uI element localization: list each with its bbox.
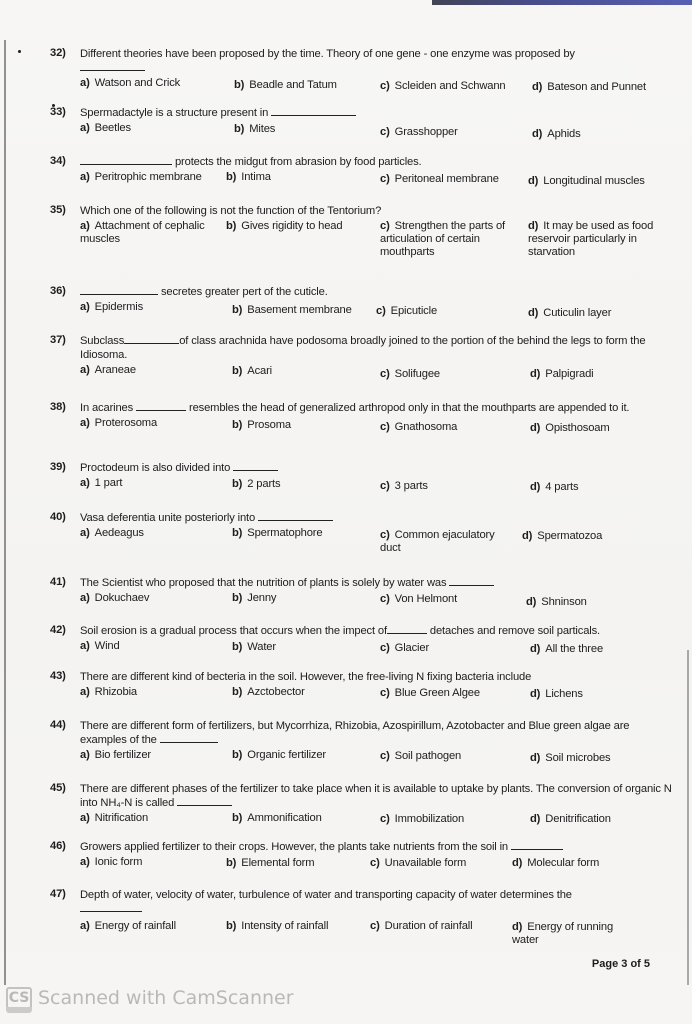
- question-36: [50, 285, 676, 317]
- question-number: 37): [50, 334, 66, 346]
- question-46: [50, 840, 676, 872]
- question-32: [50, 47, 676, 95]
- option-a[interactable]: a) Aedeagus: [80, 527, 144, 539]
- option-d[interactable]: d) Denitrification: [530, 813, 611, 825]
- option-b[interactable]: b) Water: [232, 641, 276, 653]
- option-a[interactable]: a) Araneae: [80, 364, 136, 376]
- option-a[interactable]: a) Wind: [80, 640, 120, 652]
- question-stem: Different theories have been proposed by the time. Theory of one gene - one enzyme was proposed by: [80, 47, 676, 75]
- option-a[interactable]: a) Ionic form: [80, 856, 143, 868]
- option-a[interactable]: a) Dokuchaev: [80, 592, 150, 604]
- option-b[interactable]: b) Gives rigidity to head: [226, 220, 343, 232]
- answer-blank: [177, 804, 232, 806]
- option-a[interactable]: a) Proterosoma: [80, 417, 158, 429]
- option-d[interactable]: d) Aphids: [532, 128, 581, 140]
- question-stem: The Scientist who proposed that the nutrition of plants is solely by water was: [80, 576, 676, 590]
- question-number: 46): [50, 840, 66, 852]
- option-c[interactable]: c) Soil pathogen: [380, 750, 462, 762]
- answer-blank: [258, 519, 333, 521]
- question-number: 35): [50, 204, 66, 216]
- page-border-left: [4, 40, 6, 985]
- question-stem: Depth of water, velocity of water, turbulence of water and transporting capacity of water determines the: [80, 888, 676, 916]
- option-d[interactable]: d) Lichens: [530, 688, 583, 700]
- question-number: 34): [50, 155, 66, 167]
- question-44: [50, 719, 676, 765]
- option-a[interactable]: a) Beetles: [80, 122, 131, 134]
- option-d[interactable]: d) All the three: [530, 643, 604, 655]
- question-stem: Which one of the following is not the function of the Tentorium?: [80, 205, 382, 217]
- question-stem: Spermadactyle is a structure present in: [80, 106, 676, 120]
- option-c[interactable]: c) Von Helmont: [380, 593, 458, 605]
- question-number: 40): [50, 511, 66, 523]
- option-a[interactable]: a) 1 part: [80, 477, 123, 489]
- option-d[interactable]: d) Energy of running water: [512, 921, 614, 946]
- option-d[interactable]: d) Molecular form: [512, 857, 600, 869]
- question-number: 44): [50, 719, 66, 731]
- option-c[interactable]: c) Grasshopper: [380, 126, 458, 138]
- option-c[interactable]: c) Solifugee: [380, 368, 440, 380]
- option-d[interactable]: d) Opisthosoam: [530, 422, 610, 434]
- option-b[interactable]: b) Azctobector: [232, 686, 305, 698]
- answer-blank: [80, 69, 145, 71]
- option-d[interactable]: d) Bateson and Punnet: [532, 81, 646, 93]
- question-number: 36): [50, 285, 66, 297]
- option-d[interactable]: d) Palpigradi: [530, 368, 594, 380]
- question-stem: There are different phases of the fertilizer to take place when it is available to uptake by plants. The conversion of organic N into NH₄-N is called: [80, 783, 672, 809]
- watermark-text: Scanned with CamScanner: [38, 987, 294, 1009]
- option-b[interactable]: b) Spermatophore: [232, 527, 323, 539]
- option-a[interactable]: a) Epidermis: [80, 301, 144, 313]
- option-a[interactable]: a) Nitrification: [80, 812, 149, 824]
- question-stem: There are different form of fertilizers, but Mycorrhiza, Rhizobia, Azospirillum, Azotobacter and Blue green algae are examples of the: [80, 720, 630, 746]
- question-number: 39): [50, 461, 66, 473]
- question-42: [50, 624, 676, 656]
- option-b[interactable]: b) Basement membrane: [232, 304, 352, 316]
- option-d[interactable]: d) It may be used as food reservoir particularly in starvation: [528, 220, 654, 258]
- question-stem: protects the midgut from abrasion by food particles.: [80, 155, 676, 169]
- question-number: 33): [50, 106, 66, 118]
- option-a[interactable]: a) Watson and Crick: [80, 77, 181, 89]
- question-stem: secretes greater pert of the cuticle.: [80, 285, 676, 299]
- question-34: [50, 155, 676, 187]
- option-d[interactable]: d) 4 parts: [530, 481, 579, 493]
- answer-blank: [233, 469, 278, 471]
- question-stem: Growers applied fertilizer to their crops. However, the plants take nutrients from the soil in: [80, 840, 676, 854]
- question-stem: In acarines resembles the head of generalized arthropod only in that the mouthparts are appended to it.: [80, 402, 630, 414]
- option-b[interactable]: b) Intima: [226, 171, 271, 183]
- option-c[interactable]: c) Immobilization: [380, 813, 465, 825]
- question-stem: Subclass of class arachnida have podosoma broadly joined to the portion of the behind the legs to form the Idiosoma.: [80, 335, 646, 361]
- question-33: [50, 106, 676, 138]
- option-d[interactable]: d) Soil microbes: [530, 752, 611, 764]
- option-c[interactable]: c) Peritoneal membrane: [380, 173, 499, 185]
- option-c[interactable]: c) 3 parts: [380, 480, 428, 492]
- scan-edge-artifact: [432, 0, 692, 5]
- question-40: [50, 511, 676, 559]
- answer-blank: [80, 293, 158, 295]
- option-c[interactable]: c) Gnathosoma: [380, 421, 458, 433]
- option-b[interactable]: b) Organic fertilizer: [232, 749, 327, 761]
- answer-blank: [387, 632, 427, 634]
- question-45: [50, 782, 676, 828]
- page-border-right: [687, 650, 689, 985]
- answer-blank: [80, 910, 142, 912]
- option-a[interactable]: a) Peritrophic membrane: [80, 171, 202, 183]
- option-b[interactable]: b) Acari: [232, 365, 273, 377]
- option-a[interactable]: a) Energy of rainfall: [80, 920, 176, 932]
- question-stem: Proctodeum is also divided into: [80, 461, 676, 475]
- answer-blank: [160, 741, 218, 743]
- option-b[interactable]: b) Beadle and Tatum: [234, 79, 337, 91]
- page-number: Page 3 of 5: [591, 958, 650, 970]
- camscanner-logo-icon: CS: [6, 987, 32, 1009]
- option-a[interactable]: a) Attachment of cephalic muscles: [80, 220, 205, 245]
- option-c[interactable]: c) Unavailable form: [370, 857, 467, 869]
- question-number: 47): [50, 888, 66, 900]
- question-41: [50, 576, 676, 608]
- question-number: 32): [50, 47, 66, 59]
- option-d[interactable]: d) Shninson: [526, 596, 587, 608]
- question-stem: Vasa deferentia unite posteriorly into: [80, 511, 676, 525]
- answer-blank: [80, 163, 172, 165]
- question-number: 38): [50, 401, 66, 413]
- option-b[interactable]: b) Jenny: [232, 592, 277, 604]
- option-c[interactable]: c) Strengthen the parts of articulation of certain mouthparts: [380, 220, 506, 258]
- question-39: [50, 461, 676, 493]
- option-c[interactable]: c) Epicuticle: [376, 305, 438, 317]
- option-c[interactable]: c) Duration of rainfall: [370, 920, 473, 932]
- question-number: 45): [50, 782, 66, 794]
- question-38: [50, 401, 676, 433]
- option-b[interactable]: b) Intensity of rainfall: [226, 920, 329, 932]
- option-a[interactable]: a) Bio fertilizer: [80, 749, 151, 761]
- question-number: 42): [50, 624, 66, 636]
- question-number: 41): [50, 576, 66, 588]
- question-number: 43): [50, 670, 66, 682]
- option-b[interactable]: b) Mites: [234, 123, 276, 135]
- question-stem: There are different kind of becteria in the soil. However, the free-living N fixing bacteria include: [80, 671, 532, 683]
- option-a[interactable]: a) Rhizobia: [80, 686, 137, 698]
- answer-blank: [124, 342, 179, 344]
- option-d[interactable]: d) Longitudinal muscles: [528, 175, 645, 187]
- option-b[interactable]: b) Elemental form: [226, 857, 315, 869]
- question-47: [50, 888, 676, 950]
- answer-blank: [271, 114, 356, 116]
- answer-blank: [511, 848, 563, 850]
- question-43: [50, 670, 676, 702]
- answer-blank: [136, 409, 186, 411]
- option-c[interactable]: c) Glacier: [380, 642, 430, 654]
- option-b[interactable]: b) 2 parts: [232, 478, 281, 490]
- option-d[interactable]: d) Cuticulin layer: [528, 307, 612, 319]
- option-c[interactable]: c) Blue Green Algee: [380, 687, 480, 699]
- camscanner-watermark: [6, 987, 294, 1009]
- question-35: [50, 204, 676, 268]
- option-c[interactable]: c) Common ejaculatory duct: [380, 529, 495, 554]
- answer-blank: [449, 584, 494, 586]
- option-b[interactable]: b) Ammonification: [232, 812, 322, 824]
- option-c[interactable]: c) Scleiden and Schwann: [380, 80, 506, 92]
- option-b[interactable]: b) Prosoma: [232, 419, 291, 431]
- option-d[interactable]: d) Spermatozoa: [522, 530, 603, 542]
- question-37: [50, 334, 676, 380]
- question-stem: Soil erosion is a gradual process that occurs when the impect of detaches and remove soil particals.: [80, 625, 601, 637]
- scan-speck: [18, 50, 21, 53]
